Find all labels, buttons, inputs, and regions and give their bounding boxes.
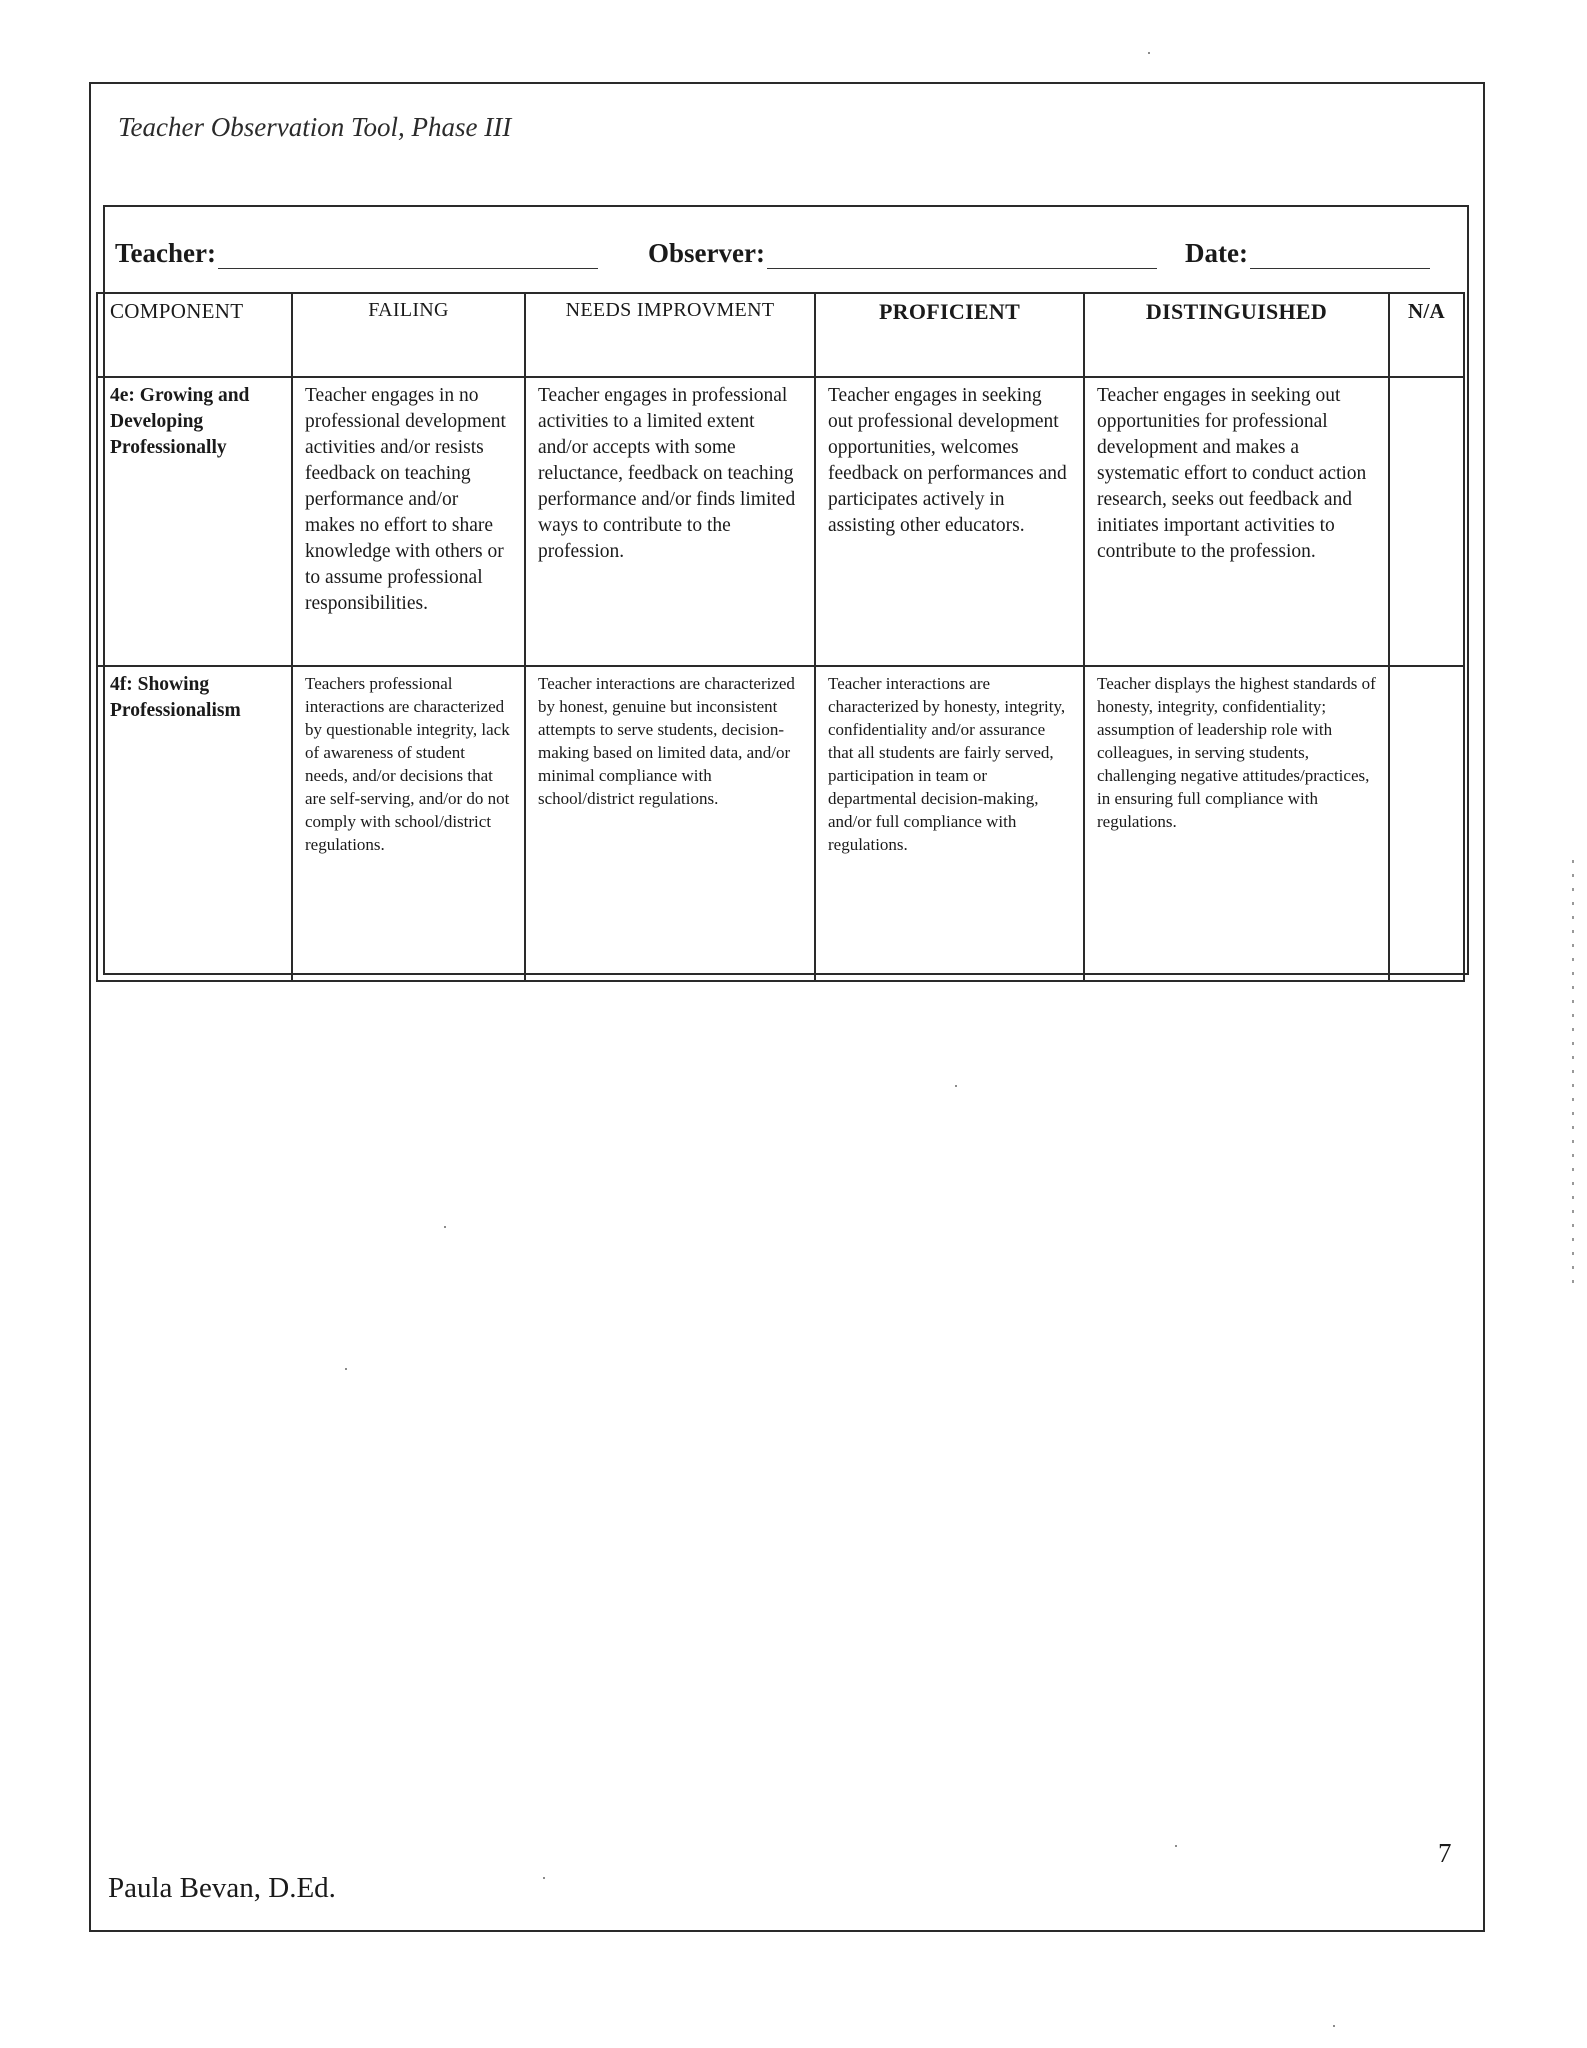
scan-speck <box>444 1226 446 1228</box>
scan-speck <box>543 1877 545 1879</box>
date-field[interactable] <box>1185 238 1430 269</box>
scan-edge-artifact <box>1572 860 1574 1290</box>
column-header-proficient: PROFICIENT <box>815 293 1084 377</box>
date-label: Date: <box>1185 238 1248 268</box>
needs-improvement-cell: Teacher interactions are characterized by honest, genuine but inconsistent attempts to serve students, decision-making based on limited data, and/or minimal compliance with school/district regulations. <box>525 666 815 981</box>
na-cell[interactable] <box>1389 666 1464 981</box>
form-header <box>115 238 1460 278</box>
distinguished-cell: Teacher engages in seeking out opportunities for professional development and makes a systematic effort to conduct action research, seeks out feedback and initiates important activities to contribute to the profession. <box>1084 377 1389 666</box>
date-input-line[interactable] <box>1250 238 1430 269</box>
column-header-failing: FAILING <box>292 293 525 377</box>
failing-cell: Teacher engages in no professional development activities and/or resists feedback on teaching performance and/or makes no effort to share knowledge with others or to assume professional responsibilities. <box>292 377 525 666</box>
needs-improvement-cell: Teacher engages in professional activities to a limited extent and/or accepts with some reluctance, feedback on teaching performance and/or finds limited ways to contribute to the profession. <box>525 377 815 666</box>
document-title: Teacher Observation Tool, Phase III <box>118 112 512 142</box>
teacher-label: Teacher: <box>115 238 216 268</box>
na-cell[interactable] <box>1389 377 1464 666</box>
scan-speck <box>345 1368 347 1370</box>
component-cell: 4f: Showing Professionalism <box>97 666 292 981</box>
scan-speck <box>1175 1845 1177 1847</box>
component-cell: 4e: Growing and Developing Professionally <box>97 377 292 666</box>
proficient-cell: Teacher engages in seeking out professional development opportunities, welcomes feedback on performances and participates actively in assisting other educators. <box>815 377 1084 666</box>
rubric-header-row <box>97 293 1464 377</box>
scan-speck <box>1148 52 1150 54</box>
observer-field[interactable] <box>648 238 1157 269</box>
column-header-distinguished: DISTINGUISHED <box>1084 293 1389 377</box>
distinguished-cell: Teacher displays the highest standards of honesty, integrity, confidentiality; assumption of leadership role with colleagues, in serving students, challenging negative attitudes/practices, in ensuring full compliance with regulations. <box>1084 666 1389 981</box>
scan-speck <box>955 1085 957 1087</box>
author-footer: Paula Bevan, D.Ed. <box>108 1872 336 1904</box>
observer-input-line[interactable] <box>767 238 1157 269</box>
proficient-cell: Teacher interactions are characterized by honesty, integrity, confidentiality and/or assurance that all students are fairly served, participation in team or departmental decision-making, and/or full compliance with regulations. <box>815 666 1084 981</box>
teacher-field[interactable] <box>115 238 598 269</box>
column-header-needs-improvement: NEEDS IMPROVMENT <box>525 293 815 377</box>
failing-cell: Teachers professional interactions are characterized by questionable integrity, lack of awareness of student needs, and/or decisions that are self-serving, and/or do not comply with school/district regulations. <box>292 666 525 981</box>
column-header-na: N/A <box>1389 293 1464 377</box>
scan-speck <box>1333 2025 1335 2027</box>
rubric-table <box>96 292 1465 982</box>
table-row <box>97 377 1464 666</box>
page-number: 7 <box>1438 1838 1452 1868</box>
column-header-component: COMPONENT <box>97 293 292 377</box>
table-row <box>97 666 1464 981</box>
teacher-input-line[interactable] <box>218 238 598 269</box>
observer-label: Observer: <box>648 238 765 268</box>
